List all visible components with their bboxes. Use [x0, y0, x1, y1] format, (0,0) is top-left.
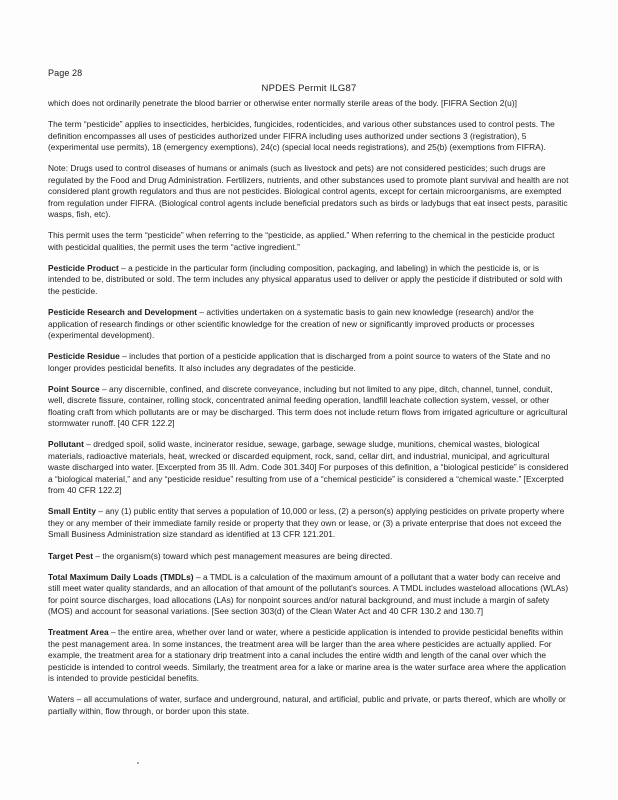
definition-pesticide-residue: [48, 351, 570, 374]
term: Point Source: [48, 383, 100, 394]
definition-small-entity: [48, 506, 570, 540]
definition-pesticide-research: [48, 307, 570, 341]
term: Pesticide Research and Development: [48, 307, 198, 318]
definition-text: – a TMDL is a calculation of the maximum amount of a pollutant that a water body can receive and still meet water quality standards, and an allocation of that amount of the pollutant's sources. A TMDL includes wasteload allocations (WLAs) for point source discharges, load allocations (LAs) for nonpoint sources and/or natural background, and must include a margin of safety (MOS) and account for seasonal variations. [See section 303(d) of the Clean Water Act and 40 CFR 130.2 and 130.7]: [48, 571, 569, 617]
page-header: NPDES Permit ILG87: [261, 83, 357, 94]
definition-treatment-area: [48, 627, 570, 684]
definition-text: – the organism(s) toward which pest management measures are being directed.: [93, 550, 393, 561]
definition-text: – a pesticide in the particular form (including composition, packaging, and labeling) in which the pesticide is, or is intended to be, distributed or sold. The term includes any physical apparatus used to deliver or apply the pesticide if distributed or sold with the pesticide.: [48, 263, 563, 296]
definition-text: – dredged spoil, solid waste, incinerator residue, sewage, garbage, sewage sludge, munitions, chemical wastes, biological materials, radioactive materials, heat, wrecked or discarded equipment, rock, sand, cellar dirt, and industrial, municipal, and agricultural waste discharged into water. [Excerpted from 35 Ill. Adm. Code 301.340] For purposes of this definition, a “biological pesticide” is considered a “biological material,” and any “pesticide residue” resulting from use of a “chemical pesticide” is considered a “chemical waste.” [Excerpted from 40 CFR 122.2]: [48, 439, 569, 496]
term: Pesticide Product: [48, 263, 119, 274]
definition-text: – any discernible, confined, and discrete conveyance, including but not limited to any pipe, ditch, channel, tunnel, conduit, well, discrete fissure, container, rolling stock, concentrated animal feeding operation, landfill leachate collection system, vessel, or other floating craft from which pollutants are or may be discharged. This term does not include return flows from irrigated agriculture or agricultural stormwater runoff. [40 CFR 122.2]: [48, 383, 568, 429]
term: Pesticide Residue: [48, 351, 120, 362]
term: Pollutant: [48, 439, 84, 450]
paragraph-pesticide-as-applied: This permit uses the term “pesticide” when referring to the “pesticide, as applied.” When referring to the chemical in the pesticide product with pesticidal qualities, the permit uses the term “active ingredient.”: [48, 230, 555, 252]
paragraph-pesticide-definition: The term “pesticide” applies to insecticides, herbicides, fungicides, rodenticides, and various other substances used to control pests. The definition encompasses all uses of pesticides authorized under FIFRA including uses authorized under sections 3 (registration), 5 (experimental use permits), 18 (emergency exemptions), 24(c) (special local needs registrations), and 25(b) (exemptions from FIFRA).: [48, 119, 555, 153]
definition-target-pest: [48, 551, 570, 562]
definition-text: – activities undertaken on a systematic basis to gain new knowledge (research) and/or the application of research findings or other scientific knowledge for the creation of new or significantly improved products or processes (experimental development).: [48, 307, 535, 340]
paragraph-continuation: which does not ordinarily penetrate the blood barrier or otherwise enter normally sterile areas of the body. [FIFRA Section 2(u)]: [48, 98, 517, 108]
definition-point-source: [48, 384, 570, 430]
document-body: [48, 98, 570, 727]
definition-text: – includes that portion of a pesticide application that is discharged from a point source to waters of the State and no longer provides pesticidal benefits. It also includes any degradates of the pesticide.: [48, 351, 551, 373]
definition-pollutant: [48, 439, 570, 496]
definition-waters: Waters – all accumulations of water, surface and underground, natural, and artificial, public and private, or parts thereof, which are wholly or partially within, flow through, or border upon this state.: [48, 694, 566, 716]
scan-speck: [137, 762, 139, 764]
definition-text: – any (1) public entity that serves a population of 10,000 or less, (2) a person(s) applying pesticides on private property where they or any member of their immediate family reside or property that they own or lease, or (3) a private enterprise that does not exceed the Small Business Administration size standard as identified at 13 CFR 121.201.: [48, 506, 565, 540]
definition-text: – the entire area, whether over land or water, where a pesticide application is intended to provide pesticidal benefits within the pest management area. In some instances, the treatment area will be larger than the area where pesticides are actually applied. For example, the treatment area for a stationary drip treatment into a canal includes the entire width and length of the canal over which the pesticide is intended to control weeds. Similarly, the treatment area for a lake or marine area is the water surface area where the application is intended to provide pesticidal benefits.: [48, 627, 566, 683]
term: Total Maximum Daily Loads (TMDLs): [48, 571, 194, 582]
term: Small Entity: [48, 506, 96, 517]
term: Target Pest: [48, 550, 94, 561]
definition-tmdl: [48, 572, 570, 618]
term: Treatment Area: [48, 627, 109, 638]
page-number: Page 28: [48, 68, 83, 78]
paragraph-note: Note: Drugs used to control diseases of humans or animals (such as livestock and pets) are not considered pesticides; such drugs are regulated by the Food and Drug Administration. Fertilizers, nutrients, and other substances used to promote plant survival and health are not considered plant growth regulators and thus are not pesticides. Biological control agents, except for certain microorganisms, are exempted from regulation under FIFRA. (Biological control agents include beneficial predators such as birds or ladybugs that eat insect pests, parasitic wasps, fish, etc).: [48, 163, 569, 220]
definition-pesticide-product: [48, 263, 570, 297]
